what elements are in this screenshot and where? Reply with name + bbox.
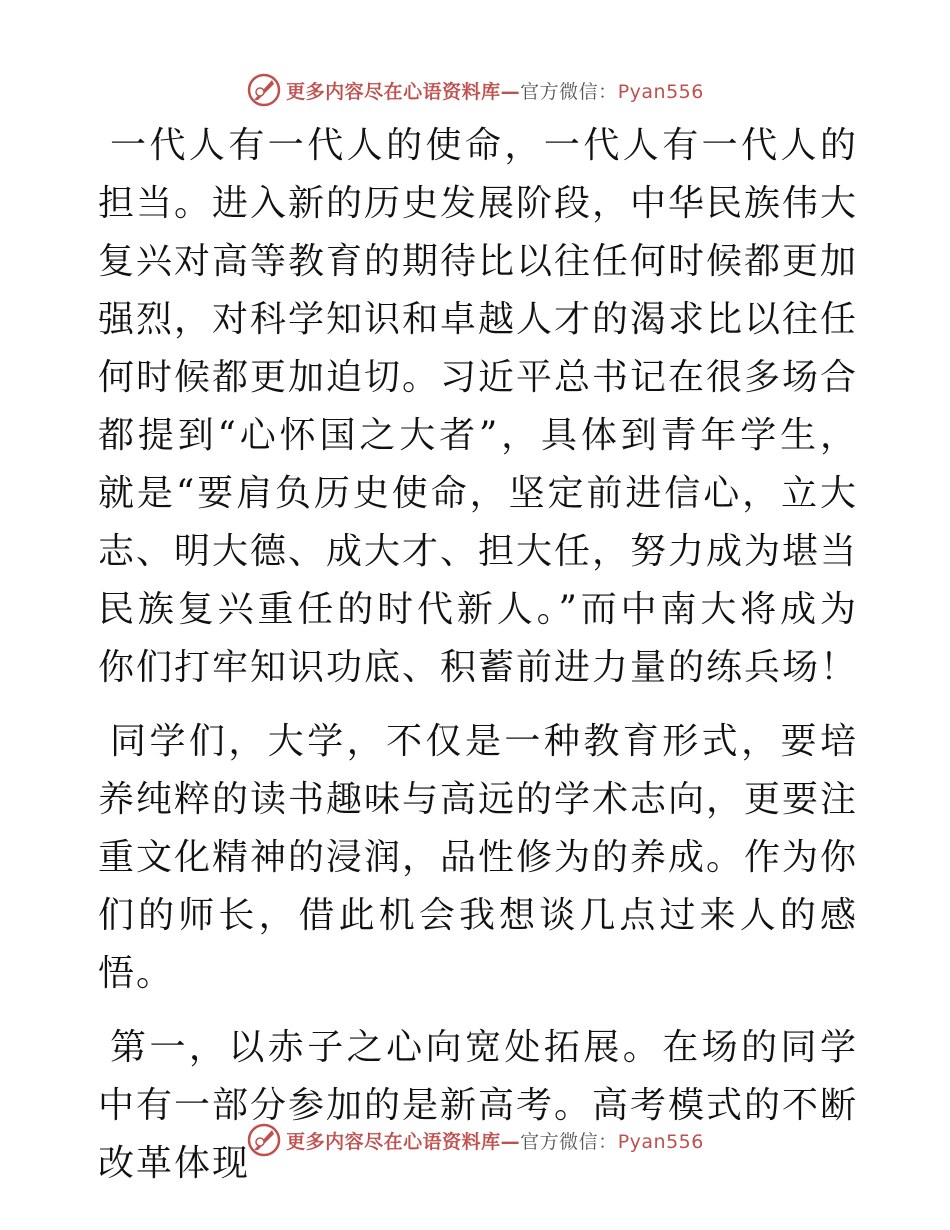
watermark-brand: 更多内容尽在心语资料库 <box>286 80 501 103</box>
quill-logo-icon <box>246 72 282 108</box>
quill-logo-icon <box>246 1122 282 1158</box>
paragraph-2: 同学们，大学，不仅是一种教育形式，要培养纯粹的读书趣味与高远的学术志向，更要注重文化精神的浸润，品性修为的养成。作为你们的师长，借此机会我想谈几点过来人的感悟。 <box>98 721 859 994</box>
footer-watermark <box>0 1120 950 1160</box>
watermark-text <box>286 77 704 104</box>
header-watermark <box>0 70 950 110</box>
watermark-label: 官方微信： <box>520 80 618 103</box>
watermark-dash: — <box>500 80 521 103</box>
watermark-label: 官方微信： <box>520 1130 618 1153</box>
watermark-brand: 更多内容尽在心语资料库 <box>286 1130 501 1153</box>
watermark-wechat-id: Pyan556 <box>617 80 704 103</box>
paragraph-3: 第一，以赤子之心向宽处拓展。在场的同学中有一部分参加的是新高考。高考模式的不断改革体现 <box>98 1027 859 1184</box>
paragraph-1: 一代人有一代人的使命，一代人有一代人的担当。进入新的历史发展阶段，中华民族伟大复兴对高等教育的期待比以往任何时候都更加强烈，对科学知识和卓越人才的渴求比以往任何时候都更加迫切。习近平总书记在很多场合都提到“心怀国之大者”，具体到青年学生，就是“要肩负历史使命，坚定前进信心，立大志、明大德、成大才、担大任，努力成为堪当民族复兴重任的时代新人。”而中南大将成为你们打牢知识功底、积蓄前进力量的练兵场！ <box>98 125 859 688</box>
watermark-text <box>286 1127 704 1154</box>
watermark-wechat-id: Pyan556 <box>617 1130 704 1153</box>
document-body <box>98 117 858 1209</box>
watermark-dash: — <box>500 1130 521 1153</box>
